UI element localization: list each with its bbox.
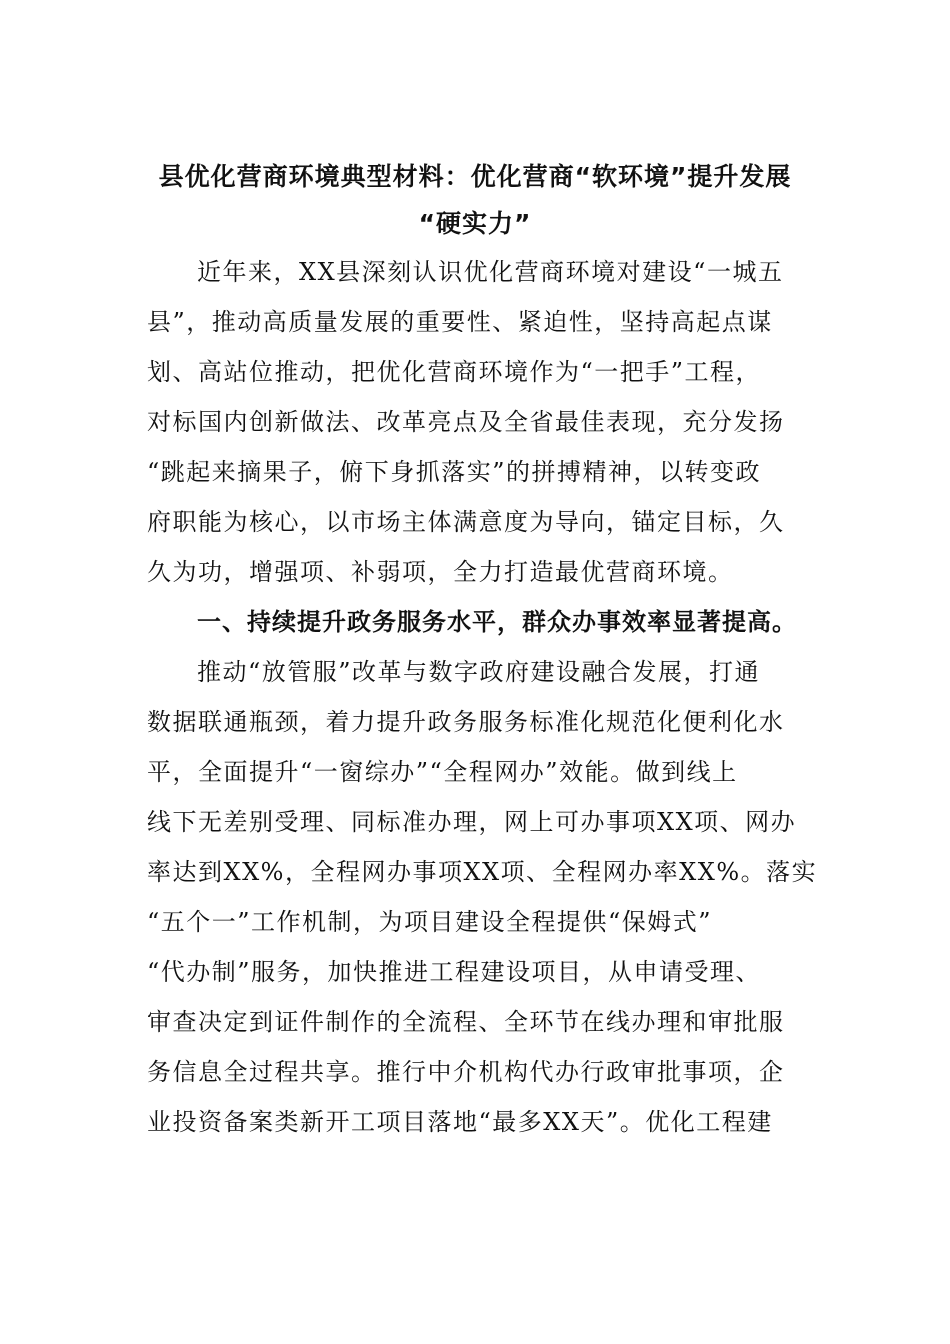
paragraph-line: 平，全面提升“一窗综办”“全程网办”效能。做到线上 [147,758,738,786]
paragraph-line: 久为功，增强项、补弱项，全力打造最优营商环境。 [147,558,734,586]
paragraph-line: 审查决定到证件制作的全流程、全环节在线办理和审批服 [147,1008,785,1036]
paragraph-line: 线下无差别受理、同标准办理，网上可办事项XX项、网办 [147,808,797,836]
section-heading-1: 一、持续提升政务服务水平，群众办事效率显著提高。 [197,608,797,636]
document-title-line-2: “硬实力” [418,209,532,238]
paragraph-line: 划、高站位推动，把优化营商环境作为“一把手”工程， [147,358,762,386]
paragraph-line: 数据联通瓶颈，着力提升政务服务标准化规范化便利化水 [147,708,785,736]
document-title-line-1: 县优化营商环境典型材料：优化营商“软环境”提升发展 [158,162,792,191]
paragraph-line: 县”，推动高质量发展的重要性、紧迫性，坚持高起点谋 [147,308,773,336]
paragraph-line: 务信息全过程共享。推行中介机构代办行政审批事项，企 [147,1058,785,1086]
paragraph-line: 率达到XX%，全程网办事项XX项、全程网办率XX%。落实 [147,858,818,886]
paragraph-line: 府职能为核心，以市场主体满意度为导向，锚定目标，久 [147,508,785,536]
paragraph-line: “五个一”工作机制，为项目建设全程提供“保姆式” [147,908,713,936]
paragraph-line: 业投资备案类新开工项目落地“最多XX天”。优化工程建 [147,1108,773,1136]
paragraph-line: 推动“放管服”改革与数字政府建设融合发展，打通 [197,658,761,686]
paragraph-line: “代办制”服务，加快推进工程建设项目，从申请受理、 [147,958,762,986]
paragraph-line: 近年来，XX县深刻认识优化营商环境对建设“一城五 [197,258,784,286]
paragraph-line: 对标国内创新做法、改革亮点及全省最佳表现，充分发扬 [147,408,785,436]
paragraph-line: “跳起来摘果子，俯下身抓落实”的拼搏精神，以转变政 [147,458,762,486]
